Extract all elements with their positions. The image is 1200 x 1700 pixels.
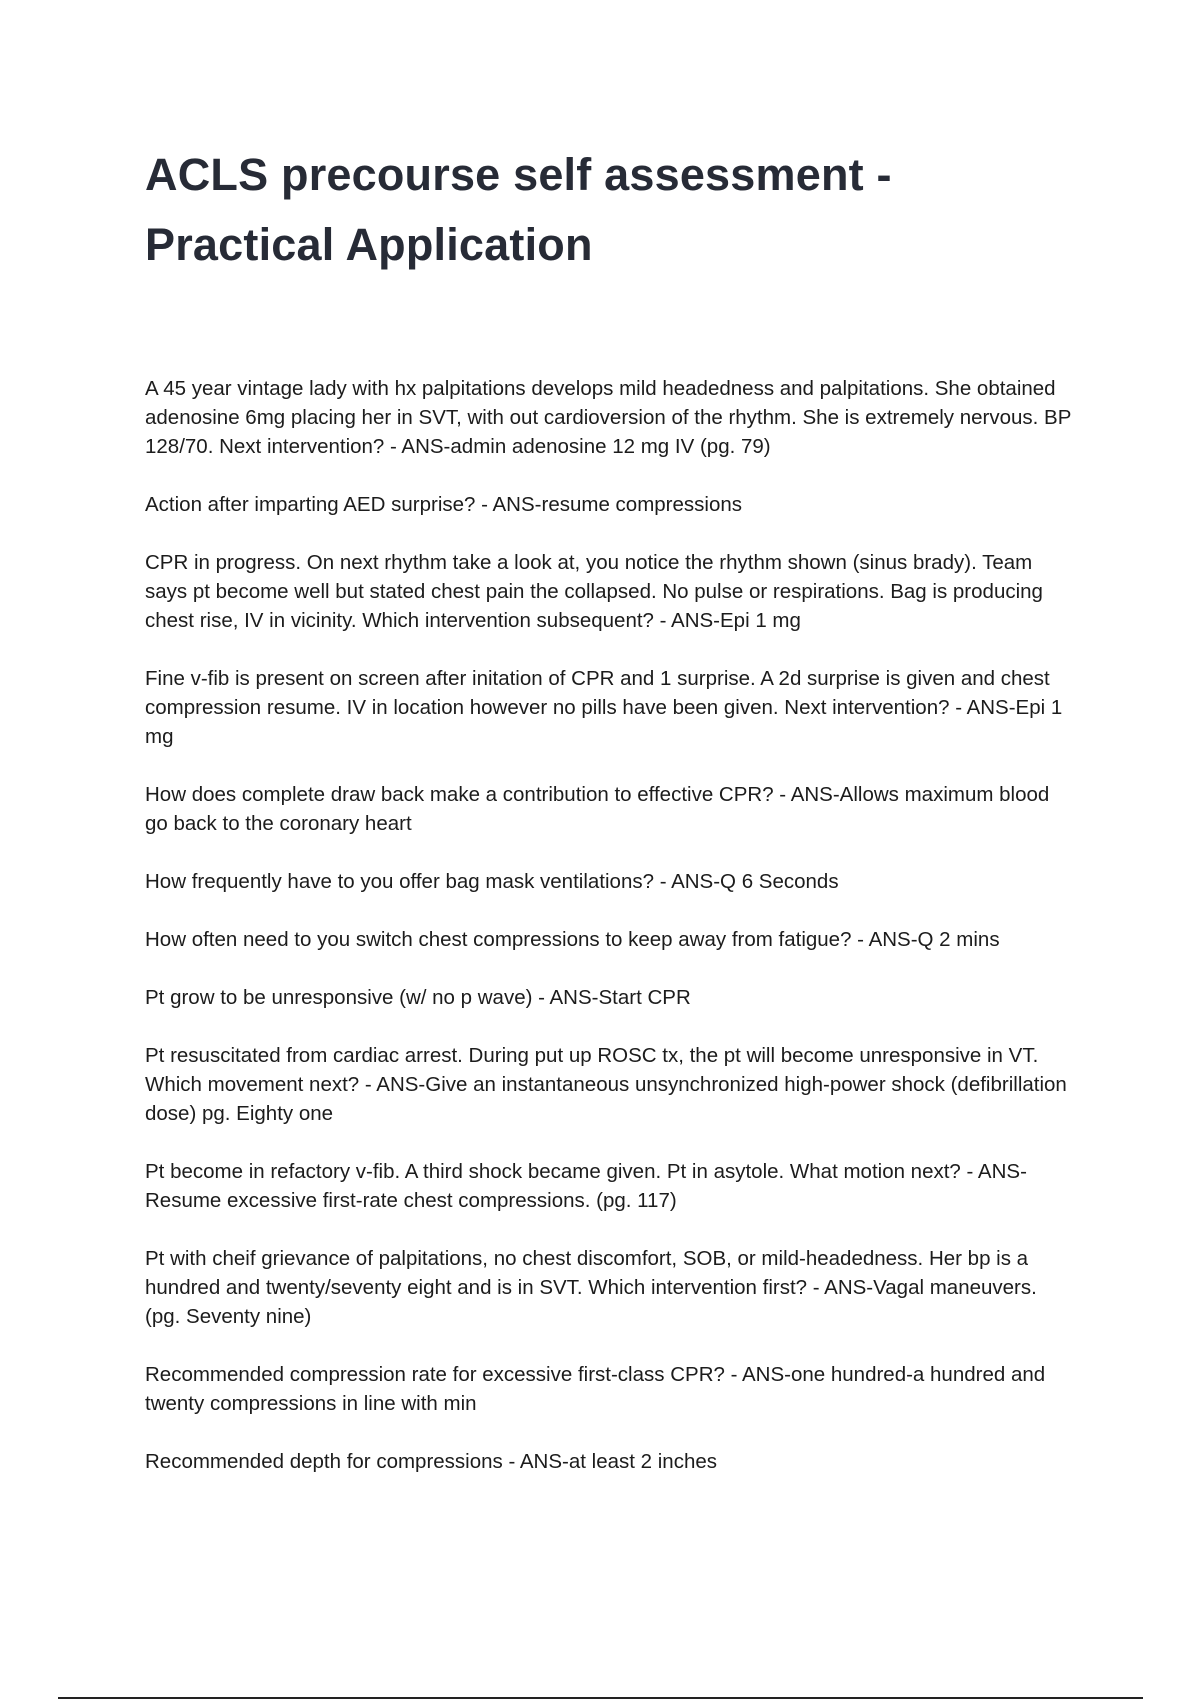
- footer-divider: [58, 1697, 1143, 1699]
- qa-list: [145, 374, 1075, 1505]
- page-title: [145, 140, 1105, 280]
- qa-item: Pt with cheif grievance of palpitations, no chest discomfort, SOB, or mild-headedness. Her bp is a hundred and twenty/seventy eight and is in SVT. Which intervention first? - ANS-Vagal maneuvers. (pg. Seventy nine): [145, 1247, 1037, 1328]
- qa-item: How frequently have to you offer bag mask ventilations? - ANS-Q 6 Seconds: [145, 870, 839, 893]
- qa-item: Pt become in refactory v-fib. A third shock became given. Pt in asytole. What motion next? - ANS-Resume excessive first-rate chest compressions. (pg. 117): [145, 1160, 1027, 1212]
- qa-item: A 45 year vintage lady with hx palpitations develops mild headedness and palpitations. She obtained adenosine 6mg placing her in SVT, with out cardioversion of the rhythm. She is extremely nervous. BP 128/70. Next intervention? - ANS-admin adenosine 12 mg IV (pg. 79): [145, 377, 1072, 458]
- qa-item: Pt resuscitated from cardiac arrest. During put up ROSC tx, the pt will become unresponsive in VT. Which movement next? - ANS-Give an instantaneous unsynchronized high-power shock (defibrillation dose) pg. Eighty one: [145, 1044, 1067, 1125]
- qa-item: Action after imparting AED surprise? - ANS-resume compressions: [145, 493, 743, 516]
- qa-item: Recommended compression rate for excessive first-class CPR? - ANS-one hundred-a hundred and twenty compressions in line with min: [145, 1363, 1046, 1415]
- title-line-2: Practical Application: [145, 219, 593, 270]
- qa-item: CPR in progress. On next rhythm take a look at, you notice the rhythm shown (sinus brady). Team says pt become well but stated chest pain the collapsed. No pulse or respirations. Bag is producing chest rise, IV in vicinity. Which intervention subsequent? - ANS-Epi 1 mg: [145, 551, 1043, 632]
- qa-item: Fine v-fib is present on screen after initation of CPR and 1 surprise. A 2d surprise is given and chest compression resume. IV in location however no pills have been given. Next intervention? - ANS-Epi 1 mg: [145, 667, 1063, 748]
- qa-item: How does complete draw back make a contribution to effective CPR? - ANS-Allows maximum blood go back to the coronary heart: [145, 783, 1050, 835]
- qa-item: Pt grow to be unresponsive (w/ no p wave) - ANS-Start CPR: [145, 986, 691, 1009]
- title-line-1: ACLS precourse self assessment -: [145, 149, 892, 200]
- qa-item: Recommended depth for compressions - ANS-at least 2 inches: [145, 1450, 717, 1473]
- qa-item: How often need to you switch chest compressions to keep away from fatigue? - ANS-Q 2 mins: [145, 928, 1000, 951]
